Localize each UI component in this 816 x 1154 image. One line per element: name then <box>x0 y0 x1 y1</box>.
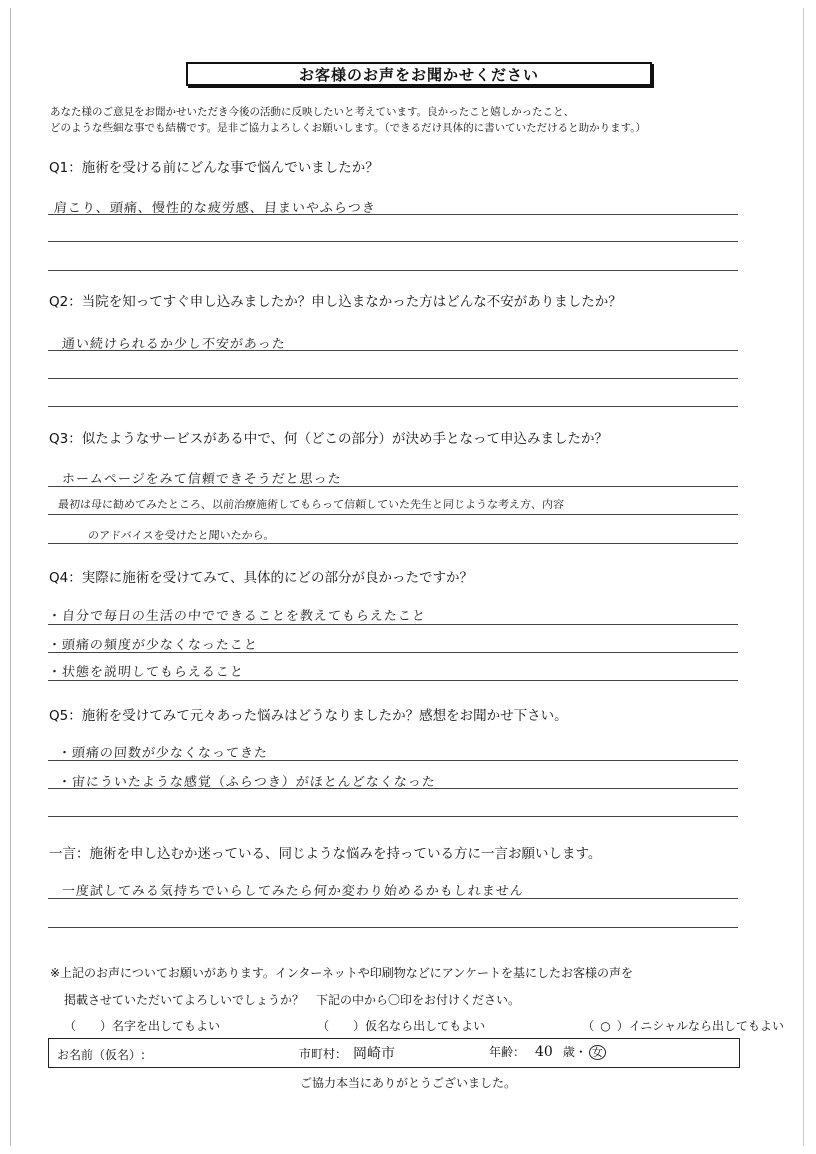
intro-line: どのような些細な事でも結構です。是非ご協力よろしくお願いします。（できるだけ具体的に書いていただけると助かります。） <box>50 122 646 134</box>
answer-line: ・状態を説明してもらえること <box>47 665 245 680</box>
answer-rule <box>48 543 738 544</box>
notice-line: ※上記のお声についてお願いがあります。インターネットや印刷物などにアンケートを基にしたお客様の声を <box>50 966 634 980</box>
answer-rule <box>48 652 738 653</box>
city-field <box>299 1043 395 1063</box>
answer-rule <box>48 214 738 215</box>
answer-rule <box>48 514 738 515</box>
answer-line: のアドバイスを受けたと聞いたから。 <box>87 529 276 542</box>
option-label: イニシャルなら出してもよい <box>628 1019 784 1033</box>
option-mark: ○ <box>600 1019 611 1033</box>
thanks-text: ご協力本当にありがとうございました。 <box>299 1076 516 1090</box>
answer-rule <box>48 788 738 789</box>
answer-rule <box>48 760 738 761</box>
age-field <box>489 1043 606 1060</box>
answer-line: 一度試してみる気持ちでいらしてみたら何か変わり始めるかもしれません <box>61 884 525 899</box>
answer-rule <box>48 816 738 817</box>
consent-option-surname[interactable]: （ ）名字を出してもよい <box>64 1019 221 1033</box>
intro-text <box>50 104 780 136</box>
answer-line: ・自分で毎日の生活の中でできることを教えてもらえたこと <box>47 609 427 624</box>
option-label: 仮名なら出してもよい <box>365 1019 486 1033</box>
answer-rule <box>48 406 738 407</box>
question-3-label: Q3：似たようなサービスがある中で、何（どこの部分）が決め手となって申込みましたか？ <box>49 431 608 447</box>
age-label: 年齢： <box>489 1045 526 1059</box>
answer-line: ・頭痛の回数が少なくなってきた <box>57 746 269 761</box>
answer-rule <box>48 898 738 899</box>
respondent-info <box>48 1038 740 1068</box>
answer-rule <box>48 624 738 625</box>
intro-line: あなた様のご意見をお聞かせいただき今後の活動に反映したいと考えています。良かったこと嬉しかったこと、 <box>50 106 575 118</box>
question-5-label: Q5：施術を受けてみて元々あった悩みはどうなりましたか？感想をお聞かせ下さい。 <box>49 708 568 724</box>
age-unit: 歳・ <box>562 1045 587 1059</box>
city-label: 市町村： <box>299 1047 348 1061</box>
name-label: お名前（仮名）: <box>57 1048 146 1062</box>
question-2-label: Q2：当院を知ってすぐ申し込みましたか？申し込まなかった方はどんな不安がありましたか？ <box>49 294 622 310</box>
page-title: お客様のお声をお聞かせください <box>186 62 652 86</box>
answer-line: ・宙にういたような感覚（ふらつき）がほとんどなくなった <box>57 775 437 790</box>
answer-line: ・頭痛の頻度が少なくなったこと <box>47 638 259 653</box>
age-value: 40 <box>535 1044 553 1060</box>
comment-label: 一言：施術を申し込むか迷っている、同じような悩みを持っている方に一言お願いします。 <box>49 846 602 862</box>
answer-rule <box>48 241 738 242</box>
city-value: 岡崎市 <box>353 1046 396 1062</box>
answer-line: ホームページをみて信頼できそうだと思った <box>61 472 343 487</box>
answer-line: 通い続けられるか少し不安があった <box>61 337 287 352</box>
option-label: 名字を出してもよい <box>112 1019 221 1033</box>
consent-option-initials[interactable]: （ ○ ）イニシャルなら出してもよい <box>582 1019 784 1033</box>
answer-rule <box>48 350 738 351</box>
answer-rule <box>48 680 738 681</box>
consent-options <box>64 1017 784 1034</box>
answer-rule <box>48 378 738 379</box>
consent-option-pseudonym[interactable]: （ ）仮名なら出してもよい <box>317 1019 486 1033</box>
answer-rule <box>48 270 738 271</box>
gender-value: 女 <box>589 1045 606 1060</box>
notice-line: 掲載させていただいてよろしいでしょうか？ 下記の中から〇印をお付けください。 <box>64 993 521 1007</box>
answer-line: 肩こり、頭痛、慢性的な疲労感、目まいやふらつき <box>53 201 377 216</box>
answer-rule <box>48 927 738 928</box>
answer-line: 最初は母に勧めてみたところ、以前治療施術してもらって信頼していた先生と同じような考え方、内容 <box>57 498 565 511</box>
question-4-label: Q4：実際に施術を受けてみて、具体的にどの部分が良かったですか？ <box>49 570 473 586</box>
answer-rule <box>48 486 738 487</box>
question-1-label: Q1：施術を受ける前にどんな事で悩んでいましたか？ <box>49 160 379 176</box>
